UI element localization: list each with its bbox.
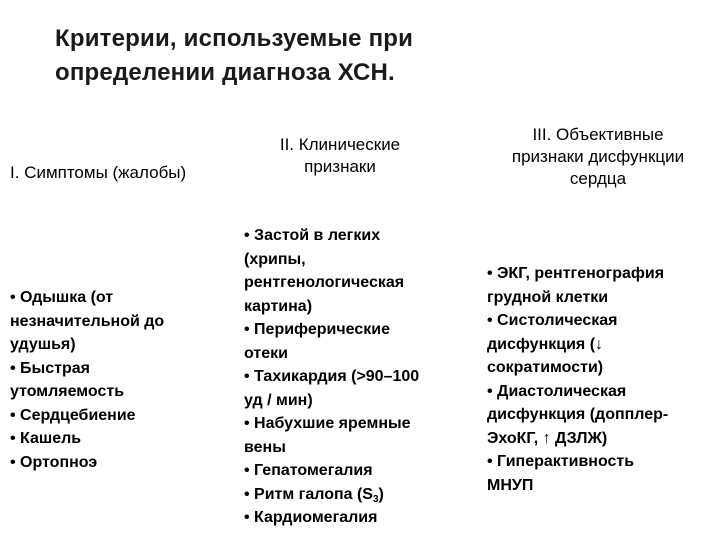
column-header-line: III. Объективные — [532, 125, 664, 144]
list-item: рентгенологическая — [244, 274, 405, 291]
title-line-2: определении диагноза ХСН. — [55, 59, 395, 86]
list-item: незначительной до — [10, 312, 165, 330]
list-item: сократимости) — [487, 359, 604, 376]
list-item: (хрипы, — [244, 250, 306, 268]
column-header-objective-signs — [482, 124, 714, 190]
gallop-close: ) — [378, 485, 384, 503]
list-item: • Систолическая — [487, 312, 618, 329]
list-item: утомляемость — [10, 383, 125, 400]
list-item: грудной клетки — [487, 288, 609, 306]
list-item: МНУП — [487, 476, 534, 494]
column-header-line: I. Симптомы (жалобы) — [10, 163, 187, 182]
list-item: дисфункция (допплер- — [487, 406, 669, 423]
list-item: • Застой в легких — [244, 227, 381, 244]
column-header-line: сердца — [569, 169, 627, 188]
list-item: • Ортопноэ — [10, 453, 98, 471]
list-item: • Гепатомегалия — [244, 462, 373, 479]
list-item: • Набухшие яремные — [244, 415, 411, 432]
list-item: • Гиперактивность — [487, 453, 635, 470]
gallop-text: • Ритм галопа (S — [244, 485, 373, 503]
list-item: • Периферические — [244, 321, 390, 338]
list-item: дисфункция (↓ — [487, 335, 604, 353]
list-item: • Сердцебиение — [10, 406, 136, 424]
list-item: • Кашель — [10, 430, 82, 447]
list-item: • Кардиомегалия — [244, 509, 378, 526]
gallop-subscript: 3 — [372, 493, 379, 505]
clinical-signs-list — [244, 224, 419, 530]
list-item: уд / мин) — [244, 391, 313, 409]
list-item: удушья) — [10, 336, 76, 353]
title-line-1: Критерии, используемые при — [55, 25, 414, 52]
symptoms-list — [10, 286, 164, 474]
list-item: • Одышка (от — [10, 289, 114, 306]
list-item: • Диастолическая — [487, 382, 627, 400]
column-header-line: II. Клинические — [279, 135, 401, 154]
column-header-symptoms — [10, 162, 186, 184]
list-item-gallop — [244, 483, 419, 507]
list-item: • Тахикардия (>90–100 — [244, 368, 420, 385]
list-item: • Быстрая — [10, 359, 90, 377]
column-header-line: признаки дисфункции — [511, 147, 685, 166]
list-item: • ЭКГ, рентгенография — [487, 265, 665, 282]
column-header-line: признаки — [304, 157, 376, 176]
column-header-clinical-signs — [240, 134, 440, 178]
list-item: ЭхоКГ, ↑ ДЗЛЖ) — [487, 429, 608, 447]
slide-title — [55, 22, 413, 90]
objective-signs-list — [487, 262, 668, 497]
list-item: вены — [244, 438, 286, 456]
list-item: картина) — [244, 297, 313, 315]
list-item: отеки — [244, 344, 288, 362]
